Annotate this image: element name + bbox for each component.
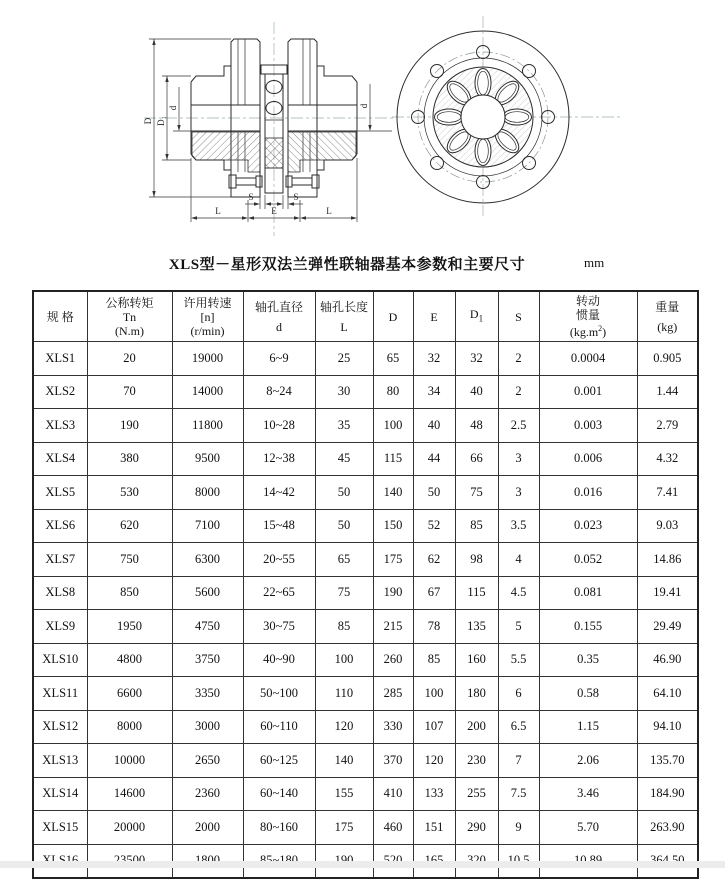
value-cell: 0.023	[539, 509, 637, 543]
value-cell: 263.90	[637, 811, 698, 845]
header-line: 许用转速	[183, 295, 232, 310]
value-cell: 1.15	[539, 710, 637, 744]
value-cell: 155	[315, 777, 373, 811]
col-header-inertia	[539, 291, 637, 342]
value-cell: 32	[413, 342, 455, 376]
coupling-section-view-drawing	[118, 8, 400, 246]
value-cell: 5600	[172, 576, 243, 610]
value-cell: 180	[455, 677, 498, 711]
table-row	[33, 610, 698, 644]
value-cell: 9.03	[637, 509, 698, 543]
value-cell: 14600	[87, 777, 172, 811]
dim-label-L-right: L	[326, 206, 332, 216]
value-cell: 8000	[87, 710, 172, 744]
value-cell: 40	[413, 409, 455, 443]
value-cell: 8~24	[243, 375, 315, 409]
value-cell: 50	[315, 509, 373, 543]
page-title: XLS型－星形双法兰弹性联轴器基本参数和主要尺寸	[168, 257, 526, 273]
spec-cell: XLS8	[33, 576, 87, 610]
header-line: 轴孔长度	[319, 299, 368, 314]
value-cell: 94.10	[637, 710, 698, 744]
value-cell: 0.35	[539, 643, 637, 677]
value-cell: 215	[373, 610, 413, 644]
dim-label-D: D	[143, 117, 153, 125]
value-cell: 6600	[87, 677, 172, 711]
value-cell: 4	[498, 543, 539, 577]
value-cell: 135.70	[637, 744, 698, 778]
value-cell: 290	[455, 811, 498, 845]
value-cell: 5.5	[498, 643, 539, 677]
value-cell: 20~55	[243, 543, 315, 577]
spec-cell: XLS7	[33, 543, 87, 577]
dim-label-d-right: d	[359, 103, 369, 109]
value-cell: 48	[455, 409, 498, 443]
value-cell: 75	[315, 576, 373, 610]
coupling-spec-table	[32, 290, 699, 879]
value-cell: 190	[87, 409, 172, 443]
value-cell: 160	[455, 643, 498, 677]
value-cell: 40	[455, 375, 498, 409]
value-cell: 6300	[172, 543, 243, 577]
value-cell: 52	[413, 509, 455, 543]
value-cell: 2.79	[637, 409, 698, 443]
spec-cell: XLS4	[33, 442, 87, 476]
value-cell: 133	[413, 777, 455, 811]
spec-cell: XLS1	[33, 342, 87, 376]
value-cell: 50	[413, 476, 455, 510]
value-cell: 85	[315, 610, 373, 644]
value-cell: 7100	[172, 509, 243, 543]
value-cell: 330	[373, 710, 413, 744]
value-cell: 50~100	[243, 677, 315, 711]
spec-cell: XLS14	[33, 777, 87, 811]
value-cell: 850	[87, 576, 172, 610]
value-cell: 20	[87, 342, 172, 376]
table-row	[33, 342, 698, 376]
spec-cell: XLS5	[33, 476, 87, 510]
value-cell: 7.5	[498, 777, 539, 811]
unit-label: mm	[584, 255, 605, 270]
value-cell: 460	[373, 811, 413, 845]
col-header-E: E	[413, 291, 455, 342]
value-cell: 285	[373, 677, 413, 711]
value-cell: 175	[315, 811, 373, 845]
value-cell: 3350	[172, 677, 243, 711]
col-header-torque	[87, 291, 172, 342]
value-cell: 64.10	[637, 677, 698, 711]
page-bottom-edge	[0, 861, 725, 868]
table-row	[33, 543, 698, 577]
value-cell: 80	[373, 375, 413, 409]
value-cell: 115	[455, 576, 498, 610]
header-line: [n]	[200, 309, 215, 324]
bore-circle	[461, 95, 505, 139]
table-row	[33, 744, 698, 778]
value-cell: 107	[413, 710, 455, 744]
header-line: (N.m)	[115, 323, 144, 338]
value-cell: 0.003	[539, 409, 637, 443]
spec-cell: XLS12	[33, 710, 87, 744]
value-cell: 620	[87, 509, 172, 543]
value-cell: 380	[87, 442, 172, 476]
value-cell: 200	[455, 710, 498, 744]
value-cell: 60~140	[243, 777, 315, 811]
value-cell: 60~110	[243, 710, 315, 744]
spec-cell: XLS15	[33, 811, 87, 845]
value-cell: 35	[315, 409, 373, 443]
value-cell: 4.32	[637, 442, 698, 476]
value-cell: 0.006	[539, 442, 637, 476]
value-cell: 190	[373, 576, 413, 610]
value-cell: 370	[373, 744, 413, 778]
header-row	[33, 291, 698, 342]
value-cell: 7	[498, 744, 539, 778]
header-line: $(kg.m^2)$	[569, 324, 607, 339]
value-cell: 1950	[87, 610, 172, 644]
value-cell: 110	[315, 677, 373, 711]
value-cell: 9500	[172, 442, 243, 476]
table-row	[33, 677, 698, 711]
value-cell: 3000	[172, 710, 243, 744]
value-cell: 2650	[172, 744, 243, 778]
value-cell: 7.41	[637, 476, 698, 510]
value-cell: 3	[498, 442, 539, 476]
value-cell: 34	[413, 375, 455, 409]
value-cell: 0.001	[539, 375, 637, 409]
value-cell: 0.016	[539, 476, 637, 510]
spec-cell: XLS3	[33, 409, 87, 443]
header-line: 公称转矩	[105, 295, 154, 310]
value-cell: 135	[455, 610, 498, 644]
value-cell: 2360	[172, 777, 243, 811]
coupling-front-view-drawing	[390, 12, 622, 220]
col-header-S: S	[498, 291, 539, 342]
value-cell: 32	[455, 342, 498, 376]
value-cell: 0.0004	[539, 342, 637, 376]
header-line: 轴孔直径	[254, 299, 303, 314]
header-line: L	[340, 319, 348, 334]
value-cell: 10~28	[243, 409, 315, 443]
value-cell: 85	[413, 643, 455, 677]
value-cell: 100	[315, 643, 373, 677]
value-cell: 78	[413, 610, 455, 644]
value-cell: 9	[498, 811, 539, 845]
value-cell: 1.44	[637, 375, 698, 409]
value-cell: 70	[87, 375, 172, 409]
value-cell: 19.41	[637, 576, 698, 610]
spec-cell: XLS2	[33, 375, 87, 409]
value-cell: 175	[373, 543, 413, 577]
value-cell: 2	[498, 342, 539, 376]
header-line: 重量	[655, 299, 680, 314]
value-cell: 230	[455, 744, 498, 778]
table-row	[33, 375, 698, 409]
value-cell: 115	[373, 442, 413, 476]
value-cell: 67	[413, 576, 455, 610]
value-cell: 50	[315, 476, 373, 510]
value-cell: 2000	[172, 811, 243, 845]
value-cell: 3750	[172, 643, 243, 677]
value-cell: 19000	[172, 342, 243, 376]
value-cell: 20000	[87, 811, 172, 845]
col-header-spec: 规 格	[33, 291, 87, 342]
value-cell: 6.5	[498, 710, 539, 744]
value-cell: 100	[373, 409, 413, 443]
value-cell: 120	[413, 744, 455, 778]
title-row	[0, 253, 725, 277]
spec-cell: XLS9	[33, 610, 87, 644]
col-header-bore-length	[315, 291, 373, 342]
value-cell: 25	[315, 342, 373, 376]
table-row	[33, 442, 698, 476]
header-line: (kg)	[657, 319, 678, 334]
table-row	[33, 811, 698, 845]
value-cell: 2	[498, 375, 539, 409]
value-cell: 12~38	[243, 442, 315, 476]
dimension-d-left	[168, 87, 191, 131]
value-cell: 30~75	[243, 610, 315, 644]
value-cell: 2.5	[498, 409, 539, 443]
value-cell: 15~48	[243, 509, 315, 543]
value-cell: 2.06	[539, 744, 637, 778]
col-header-D1	[455, 291, 498, 342]
table-row	[33, 710, 698, 744]
value-cell: 0.58	[539, 677, 637, 711]
value-cell: 5.70	[539, 811, 637, 845]
spec-cell: XLS10	[33, 643, 87, 677]
value-cell: 750	[87, 543, 172, 577]
value-cell: 0.052	[539, 543, 637, 577]
value-cell: 46.90	[637, 643, 698, 677]
value-cell: 3.46	[539, 777, 637, 811]
value-cell: 85	[455, 509, 498, 543]
value-cell: 140	[315, 744, 373, 778]
table-row	[33, 576, 698, 610]
value-cell: 30	[315, 375, 373, 409]
dim-label-S-right: S	[293, 192, 299, 202]
value-cell: 260	[373, 643, 413, 677]
value-cell: 3	[498, 476, 539, 510]
value-cell: 80~160	[243, 811, 315, 845]
value-cell: 100	[413, 677, 455, 711]
value-cell: 184.90	[637, 777, 698, 811]
value-cell: 6~9	[243, 342, 315, 376]
value-cell: 140	[373, 476, 413, 510]
value-cell: 4800	[87, 643, 172, 677]
value-cell: 120	[315, 710, 373, 744]
col-header-D: D	[373, 291, 413, 342]
value-cell: 530	[87, 476, 172, 510]
table-row	[33, 777, 698, 811]
value-cell: 11800	[172, 409, 243, 443]
value-cell: 410	[373, 777, 413, 811]
value-cell: 75	[455, 476, 498, 510]
dim-label-d-left: d	[168, 105, 178, 111]
value-cell: 40~90	[243, 643, 315, 677]
header-line: (r/min)	[190, 323, 225, 338]
value-cell: 150	[373, 509, 413, 543]
value-cell: 0.905	[637, 342, 698, 376]
col-header-speed	[172, 291, 243, 342]
spec-cell: XLS6	[33, 509, 87, 543]
spec-cell: XLS13	[33, 744, 87, 778]
value-cell: 14~42	[243, 476, 315, 510]
table-row	[33, 509, 698, 543]
value-cell: 45	[315, 442, 373, 476]
spec-cell: XLS11	[33, 677, 87, 711]
value-cell: 151	[413, 811, 455, 845]
header-line: Tn	[122, 309, 137, 324]
value-cell: 5	[498, 610, 539, 644]
dimension-d-right	[356, 84, 392, 131]
value-cell: 0.155	[539, 610, 637, 644]
value-cell: 3.5	[498, 509, 539, 543]
header-line: 转动	[575, 294, 600, 308]
value-cell: 4750	[172, 610, 243, 644]
value-cell: 14.86	[637, 543, 698, 577]
col-header-bore-diameter	[243, 291, 315, 342]
value-cell: 8000	[172, 476, 243, 510]
header-line: d	[276, 319, 282, 334]
value-cell: 65	[315, 543, 373, 577]
value-cell: 14000	[172, 375, 243, 409]
header-line: 惯量	[575, 308, 600, 322]
value-cell: 22~65	[243, 576, 315, 610]
value-cell: 29.49	[637, 610, 698, 644]
value-cell: 4.5	[498, 576, 539, 610]
value-cell: 0.081	[539, 576, 637, 610]
table-row	[33, 643, 698, 677]
value-cell: 60~125	[243, 744, 315, 778]
header-line: D	[469, 307, 479, 322]
table-row	[33, 409, 698, 443]
table-row	[33, 476, 698, 510]
value-cell: 6	[498, 677, 539, 711]
dim-label-D1: D₁	[156, 116, 166, 126]
dim-label-L-left: L	[215, 206, 221, 216]
value-cell: 62	[413, 543, 455, 577]
header-subscript: 1	[478, 313, 484, 324]
value-cell: 44	[413, 442, 455, 476]
value-cell: 98	[455, 543, 498, 577]
value-cell: 65	[373, 342, 413, 376]
col-header-weight	[637, 291, 698, 342]
value-cell: 10000	[87, 744, 172, 778]
value-cell: 255	[455, 777, 498, 811]
value-cell: 66	[455, 442, 498, 476]
dim-label-E: E	[271, 206, 277, 216]
header-superscript: 2	[598, 324, 603, 333]
dim-label-S-left: S	[248, 192, 254, 202]
